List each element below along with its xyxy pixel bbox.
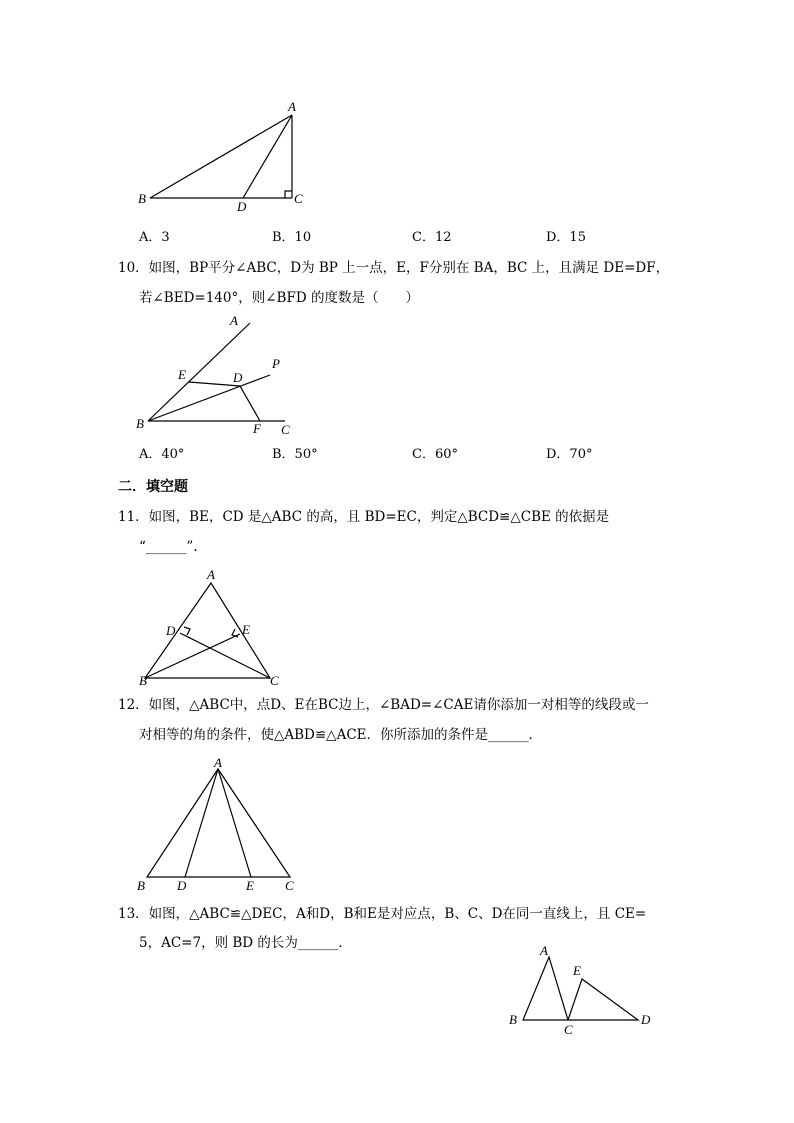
q12-label-a: A [214, 755, 222, 770]
q10-label-f: F [253, 421, 261, 436]
q12-segment-ae [218, 769, 251, 877]
q13-label-d: D [641, 1012, 651, 1027]
q12-label-c: C [285, 878, 294, 893]
q11-label-e: E [242, 622, 250, 637]
q10-label-c: C [281, 422, 290, 437]
q12-text-line2: 对相等的角的条件，使△ABD≌△ACE．你所添加的条件是______． [139, 727, 543, 743]
q11-right-angle-mark-d [184, 627, 190, 635]
q9-option-c[interactable]: C．12 [412, 230, 452, 245]
q13-label-e: E [573, 963, 581, 978]
q10-label-a: A [230, 313, 238, 328]
q13-text-line1: 13．如图，△ABC≌△DEC，A和D，B和E是对应点，B、C、D在同一直线上，且 CE= [118, 906, 647, 922]
q9-option-b[interactable]: B．10 [272, 230, 312, 245]
q10-ray-bp [148, 375, 270, 421]
q13-triangle-abc [523, 957, 568, 1020]
q11-label-c: C [270, 673, 279, 688]
section-title-fill-blank: 二．填空题 [118, 479, 188, 495]
q10-segment-df [240, 386, 260, 421]
q11-text-line2: “______”. [139, 539, 198, 555]
q12-triangle-abc [147, 769, 290, 877]
q9-option-a[interactable]: A．3 [139, 230, 170, 245]
q10-option-c[interactable]: C．60° [412, 447, 458, 462]
q11-label-d: D [166, 623, 176, 638]
q10-label-d: D [233, 370, 243, 385]
q9-label-c: C [294, 191, 303, 206]
q11-label-b: B [139, 673, 147, 688]
q9-label-a: A [288, 99, 296, 114]
q10-text-line2: 若∠BED=140°，则∠BFD 的度数是（ ） [139, 290, 419, 306]
q13-label-c: C [564, 1022, 573, 1037]
q12-text-line1: 12．如图，△ABC中，点D、E在BC边上，∠BAD=∠CAE请你添加一对相等的线段或一 [118, 697, 649, 713]
q13-label-a: A [540, 943, 548, 958]
q12-label-b: B [137, 878, 145, 893]
q12-figure [130, 752, 310, 897]
q9-line-ad [243, 115, 292, 198]
q11-label-a: A [207, 567, 215, 582]
q10-label-p: P [272, 356, 280, 371]
q9-label-d: D [237, 199, 247, 214]
q11-figure [130, 565, 290, 690]
q12-label-e: E [246, 878, 254, 893]
q9-right-angle-mark [285, 191, 292, 198]
q13-label-b: B [509, 1012, 517, 1027]
q9-option-d[interactable]: D．15 [546, 230, 586, 245]
q10-figure [130, 310, 310, 440]
q10-text-line1: 10．如图，BP平分∠ABC，D为 BP 上一点，E，F分别在 BA，BC 上，且满足 DE=DF， [118, 260, 670, 276]
q10-option-a[interactable]: A．40° [139, 447, 185, 462]
q11-text-line1: 11．如图，BE，CD 是△ABC 的高，且 BD=EC，判定△BCD≌△CBE 的依据是 [118, 509, 610, 525]
q10-option-d[interactable]: D．70° [546, 447, 593, 462]
q10-label-e: E [178, 367, 186, 382]
q13-text-line2: 5，AC=7，则 BD 的长为______． [139, 935, 352, 951]
q9-label-b: B [138, 191, 146, 206]
q13-figure [500, 938, 665, 1043]
q10-option-b[interactable]: B．50° [272, 447, 318, 462]
q9-line-ba [150, 115, 292, 198]
q10-label-b: B [136, 416, 144, 431]
q11-triangle-abc [145, 583, 270, 678]
q13-triangle-dec [568, 979, 638, 1020]
q12-segment-ad [185, 769, 218, 877]
q12-label-d: D [177, 878, 187, 893]
q9-figure [130, 95, 320, 220]
